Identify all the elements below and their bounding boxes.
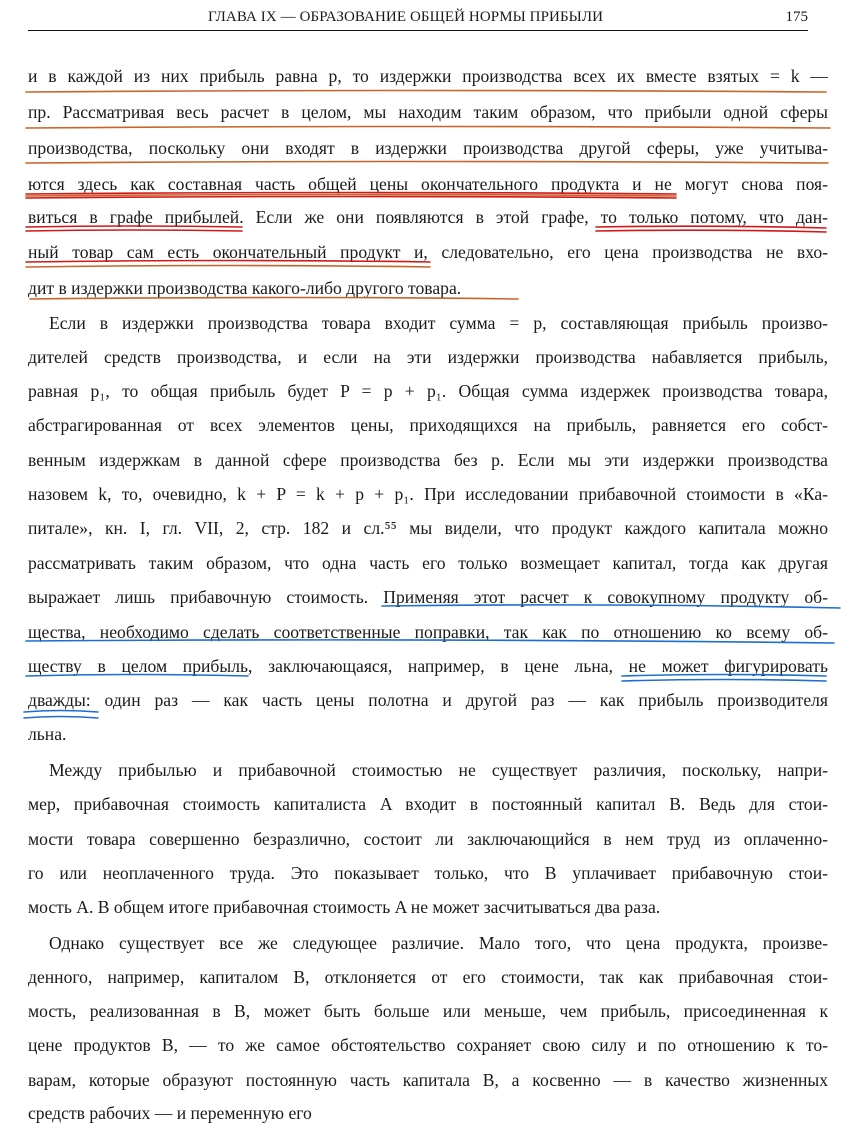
- text-line: щества, необходимо сделать соответственные поправки, так как по отношению ко всему об-: [28, 622, 828, 642]
- text-line: дит в издержки производства какого-либо другого товара.: [28, 278, 462, 298]
- text-line: мость A. В общем итоге прибавочная стоимость A не может засчитываться два раза.: [28, 897, 661, 917]
- text-line: Однако существует все же следующее различие. Мало того, что цена продукта, произве-: [49, 933, 828, 953]
- text-line: и в каждой из них прибыль равна p, то издержки производства всех их вместе взятых = k —: [28, 66, 828, 86]
- text-line: средств рабочих — и переменную его: [28, 1103, 312, 1123]
- page-number: 175: [785, 9, 808, 25]
- text-line: дважды: один раз — как часть цены полотна и другой раз — как прибыль производителя: [28, 690, 828, 710]
- text-line: Между прибылью и прибавочной стоимостью не существует различия, поскольку, напри-: [49, 760, 828, 780]
- chapter-title: ГЛАВА IX — ОБРАЗОВАНИЕ ОБЩЕЙ НОРМЫ ПРИБЫЛИ: [208, 9, 604, 25]
- text-line: пр. Рассматривая весь расчет в целом, мы находим таким образом, что прибыли одной сферы: [28, 102, 828, 122]
- text-line: виться в графе прибылей. Если же они появляются в этой графе, то только потому, что дан-: [28, 207, 828, 227]
- text-line: льна.: [28, 724, 67, 744]
- text-line: ются здесь как составная часть общей цены окончательного продукта и не могут снова поя-: [28, 174, 828, 194]
- text-line: цене продуктов B, — то же самое обстоятельство сохраняет свою силу и по отношению к то-: [28, 1035, 828, 1055]
- text-line: денного, например, капиталом B, отклоняется от его стоимости, так как прибавочная стои-: [28, 967, 828, 987]
- text-line: производства, поскольку они входят в издержки производства другой сферы, уже учитыва-: [28, 138, 828, 158]
- text-line: мость, реализованная в B, может быть больше или меньше, чем прибыль, присоединенная к: [28, 1001, 828, 1021]
- text-line: го или неоплаченного труда. Это показывает только, что B уплачивает прибавочную стои-: [28, 863, 828, 883]
- text-line: мер, прибавочная стоимость капиталиста A входит в постоянный капитал B. Ведь для стои-: [28, 794, 828, 814]
- text-line: назовем k, то, очевидно, k + P = k + p + p₁. При исследовании прибавочной стоимости в «Ка-: [28, 484, 828, 504]
- text-line: Если в издержки производства товара входит сумма = p, составляющая прибыль произво-: [49, 313, 828, 333]
- text-line: ществу в целом прибыль, заключающаяся, например, в цене льна, не может фигурировать: [28, 656, 828, 676]
- text-line: ный товар сам есть окончательный продукт и, следовательно, его цена производства не вхо-: [28, 242, 828, 262]
- text-line: питале», кн. I, гл. VII, 2, стр. 182 и сл.⁵⁵ мы видели, что продукт каждого капитала можно: [28, 518, 828, 538]
- text-line: дителей средств производства, и если на эти издержки производства набавляется прибыль,: [28, 347, 828, 367]
- text-line: мости товара совершенно безразлично, состоит ли заключающийся в нем труд из оплаченно-: [28, 829, 828, 849]
- text-line: выражает лишь прибавочную стоимость. Применяя этот расчет к совокупному продукту об-: [28, 587, 828, 607]
- text-line: равная p₁, то общая прибыль будет P = p + p₁. Общая сумма издержек производства товара,: [28, 381, 828, 401]
- text-line: венным издержкам в данной сфере производства без p. Если мы эти издержки производства: [28, 450, 828, 470]
- text-line: варам, которые образуют постоянную часть капитала B, а косвенно — в качество жизненных: [28, 1070, 828, 1090]
- text-line: абстрагированная от всех элементов цены, приходящихся на прибыль, равняется его собст-: [28, 415, 828, 435]
- text-line: рассматривать таким образом, что одна часть его только возмещает капитал, тогда как другая: [28, 553, 828, 573]
